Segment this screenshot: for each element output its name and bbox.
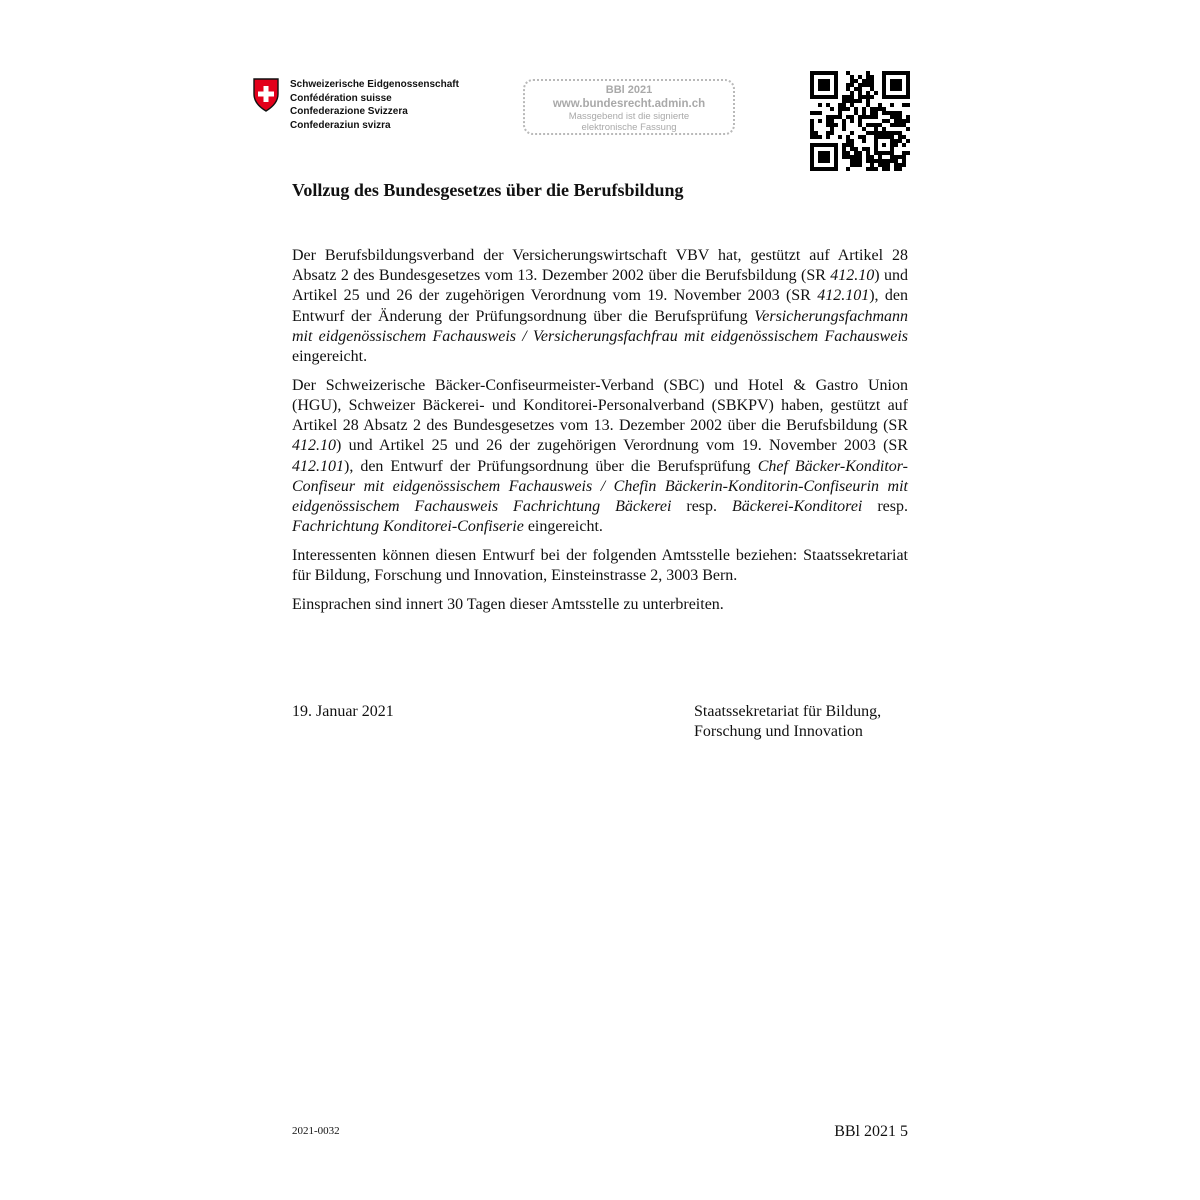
paragraph — [292, 595, 908, 615]
swiss-cross-shield-icon — [252, 78, 280, 112]
paragraph — [292, 246, 908, 367]
text-run: ), den Entwurf der Prüfungsordnung über die Berufsprüfung — [344, 457, 758, 475]
name-it: Confederazione Svizzera — [290, 106, 408, 117]
authority-line-1: Staatssekretariat für Bildung, — [694, 703, 882, 720]
name-de: Schweizerische Eidgenossenschaft — [290, 79, 459, 90]
text-run: resp. — [862, 497, 909, 515]
italic-text: Fachrichtung Konditorei-Confiserie — [292, 518, 524, 536]
italic-text: Versicherungsfachmann mit eidgenössischem Fachausweis / Versicherungsfachfrau mit eidgenössischem Fachausweis — [292, 307, 908, 345]
stamp-note-1: Massgebend ist die signierte — [568, 111, 690, 122]
italic-text: 412.10 — [292, 437, 336, 455]
italic-text: 412.101 — [817, 287, 870, 305]
confederation-names — [290, 78, 459, 132]
electronic-version-stamp — [523, 79, 735, 135]
text-run: ) und Artikel 25 und 26 der zugehörigen Verordnung vom 19. November 2003 (SR — [336, 437, 908, 455]
page-reference: BBl 2021 5 — [834, 1123, 908, 1140]
text-run: ), den Entwurf der Änderung der Prüfungsordnung über die Berufsprüfung — [292, 287, 909, 325]
qr-code-icon — [810, 71, 910, 171]
document-title: Vollzug des Bundesgesetzes über die Berufsbildung — [292, 180, 684, 200]
text-run: resp. — [671, 497, 733, 515]
publication-date: 19. Januar 2021 — [292, 703, 394, 720]
document-body — [292, 246, 908, 623]
paragraph — [292, 376, 908, 538]
paragraph — [292, 546, 908, 586]
name-fr: Confédération suisse — [290, 92, 392, 104]
italic-text: 412.101 — [292, 457, 344, 475]
text-run: ) und Artikel 25 und 26 der zugehörigen Verordnung vom 19. November 2003 (SR — [292, 267, 908, 305]
stamp-publication: BBl 2021 — [605, 84, 653, 96]
italic-text: Chef Bäcker-Konditor-Confiseur mit eidgenössischem Fachausweis / Chefin Bäckerin-Konditorin-Confiseurin mit eidgenössischem Fachausweis Fachrichtung Bäckerei — [292, 457, 909, 515]
document-reference: 2021-0032 — [292, 1125, 340, 1137]
issuing-authority — [694, 702, 881, 742]
text-run: eingereicht. — [292, 348, 368, 366]
italic-text: 412.10 — [830, 267, 875, 285]
text-run: Der Schweizerische Bäcker-Confiseurmeister-Verband (SBC) und Hotel & Gastro Union (HGU), Schweizer Bäckerei- und Konditorei-Personalverband (SBKPV) haben, gestützt auf Artikel 28 Absatz 2 des Bundesgesetzes vom 13. Dezember 2002 über die Berufsbildung (SR — [292, 376, 908, 435]
stamp-url: www.bundesrecht.admin.ch — [552, 98, 706, 110]
text-run: Der Berufsbildungsverband der Versicherungswirtschaft VBV hat, gestützt auf Artikel 28 Absatz 2 des Bundesgesetzes vom 13. Dezember 2002 über die Berufsbildung (SR — [292, 247, 908, 285]
authority-line-2: Forschung und Innovation — [694, 723, 863, 741]
italic-text: Bäckerei-Konditorei — [732, 497, 863, 515]
confederation-logo — [252, 78, 492, 138]
stamp-note-2: elektronische Fassung — [581, 122, 677, 133]
text-run: Einsprachen sind innert 30 Tagen dieser Amtsstelle zu unterbreiten. — [292, 595, 724, 613]
text-run: eingereicht. — [523, 518, 603, 536]
name-rm: Confederaziun svizra — [290, 119, 391, 131]
text-run: Interessenten können diesen Entwurf bei der folgenden Amtsstelle beziehen: Staatssekretariat für Bildung, Forschung und Innovation, Einsteinstrasse 2, 3003 Bern. — [292, 546, 908, 585]
